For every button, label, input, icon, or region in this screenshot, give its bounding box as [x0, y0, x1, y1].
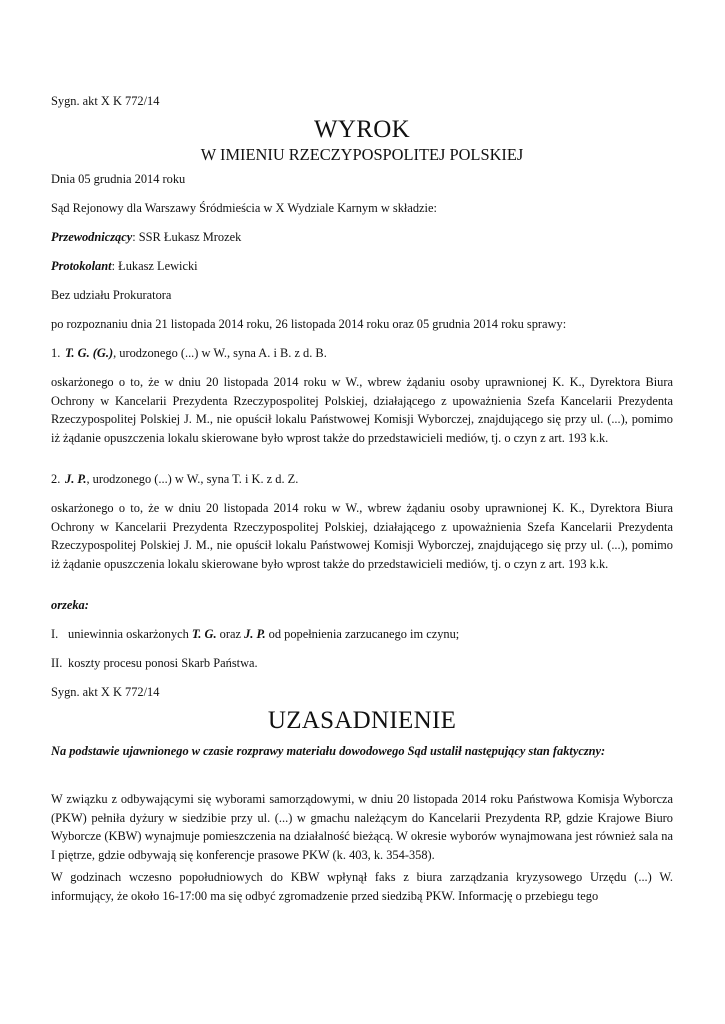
defendant-1-name: T. G. (G.) [65, 346, 114, 360]
presiding-value: : SSR Łukasz Mrozek [132, 230, 242, 244]
ruling-item-1-name-1: T. G. [191, 627, 217, 641]
case-number-2: Sygn. akt X K 772/14 [51, 685, 160, 699]
defendant-1-details: , urodzonego (...) w W., syna A. i B. z d. B. [113, 346, 327, 360]
ruling-item-1-numeral: I. [51, 627, 59, 641]
defendant-1-number: 1. [51, 346, 61, 360]
case-number: Sygn. akt X K 772/14 [51, 94, 160, 108]
defendant-1-charge: oskarżonego o to, że w dniu 20 listopada 2014 roku w W., wbrew żądaniu osoby uprawnionej K. K., Dyrektora Biura Ochrony w Kancelarii Prezydenta Rzeczypospolitej Polskiej, działającego z upoważnienia Szefa Kancelarii Prezydenta Rzeczypospolitej Polskiej J. M., nie opuścił lokalu Państwowej Komisji Wyborczej, znajdującego się przy ul. (...), pomimo iż żądanie opuszczenia lokalu skierowane było wprost także do przedstawicieli mediów, tj. o czyn z art. 193 k.k. [51, 375, 673, 446]
justification-intro: Na podstawie ujawnionego w czasie rozprawy materiału dowodowego Sąd ustalił następujący stan faktyczny: [51, 744, 606, 758]
ruling-item-1-name-2: J. P. [244, 627, 266, 641]
defendant-2-charge: oskarżonego o to, że w dniu 20 listopada 2014 roku w W., wbrew żądaniu osoby uprawnionej K. K., Dyrektora Biura Ochrony w Kancelarii Prezydenta Rzeczypospolitej Polskiej, działającego z upoważnienia Szefa Kancelarii Prezydenta Rzeczypospolitej Polskiej J. M., nie opuścił lokalu Państwowej Komisji Wyborczej, znajdującego się przy ul. (...), pomimo iż żądanie opuszczenia lokalu skierowane było wprost także do przedstawicieli mediów, tj. o czyn z art. 193 k.k. [51, 501, 673, 572]
court-composition: Sąd Rejonowy dla Warszawy Śródmieścia w X Wydziale Karnym w składzie: [51, 201, 437, 215]
ruling-item-1-conjunction: oraz [216, 627, 245, 641]
ruling-item-1-text: uniewinnia oskarżonych [68, 627, 192, 641]
ruling-item-1-ending: od popełnienia zarzucanego im czynu; [265, 627, 460, 641]
ruling-item-2 [51, 654, 673, 673]
justification-paragraph-1: W związku z odbywającymi się wyborami samorządowymi, w dniu 20 listopada 2014 roku Państwowa Komisja Wyborcza (PKW) pełniła dyżury w siedzibie przy ul. (...) w gmachu należącym do Kancelarii Prezydenta RP, gdzie Krajowe Biuro Wyborcze (KBW) wynajmuje pomieszczenia na działalność bieżącą. W okresie wyborów wynajmowana jest również sala na I piętrze, gdzie odbywają się konferencje prasowe PKW (k. 403, k. 354-358). [51, 792, 673, 863]
ruling-item-1 [51, 625, 673, 644]
hearing-dates: po rozpoznaniu dnia 21 listopada 2014 roku, 26 listopada 2014 roku oraz 05 grudnia 2014 roku sprawy: [51, 317, 567, 331]
judgment-date: Dnia 05 grudnia 2014 roku [51, 172, 186, 186]
ruling-item-2-text: koszty procesu ponosi Skarb Państwa. [68, 656, 258, 670]
presiding-label: Przewodniczący [51, 230, 133, 244]
presiding-judge [51, 228, 673, 247]
justification-title: UZASADNIENIE [267, 707, 457, 734]
defendant-2-name: J. P. [65, 472, 87, 486]
clerk-label: Protokolant [51, 259, 112, 273]
justification-paragraph-2: W godzinach wczesno popołudniowych do KBW wpłynął faks z biura zarządzania kryzysowego Urzędu (...) W. informujący, że około 16-17:00 ma się odbyć zgromadzenie przed siedzibą PKW. Informację o przebiegu tego [51, 870, 673, 903]
judgment-subtitle: W IMIENIU RZECZYPOSPOLITEJ POLSKIEJ [200, 145, 524, 164]
judgment-title: WYROK [314, 116, 410, 143]
defendant-2 [51, 470, 673, 489]
clerk-value: : Łukasz Lewicki [111, 259, 198, 273]
defendant-2-details: , urodzonego (...) w W., syna T. i K. z d. Z. [86, 472, 299, 486]
defendant-1 [51, 344, 673, 363]
court-clerk [51, 257, 673, 276]
ruling-item-2-numeral: II. [51, 656, 63, 670]
defendant-2-number: 2. [51, 472, 61, 486]
ruling-heading: orzeka: [51, 598, 89, 612]
prosecutor-note: Bez udziału Prokuratora [51, 288, 172, 302]
